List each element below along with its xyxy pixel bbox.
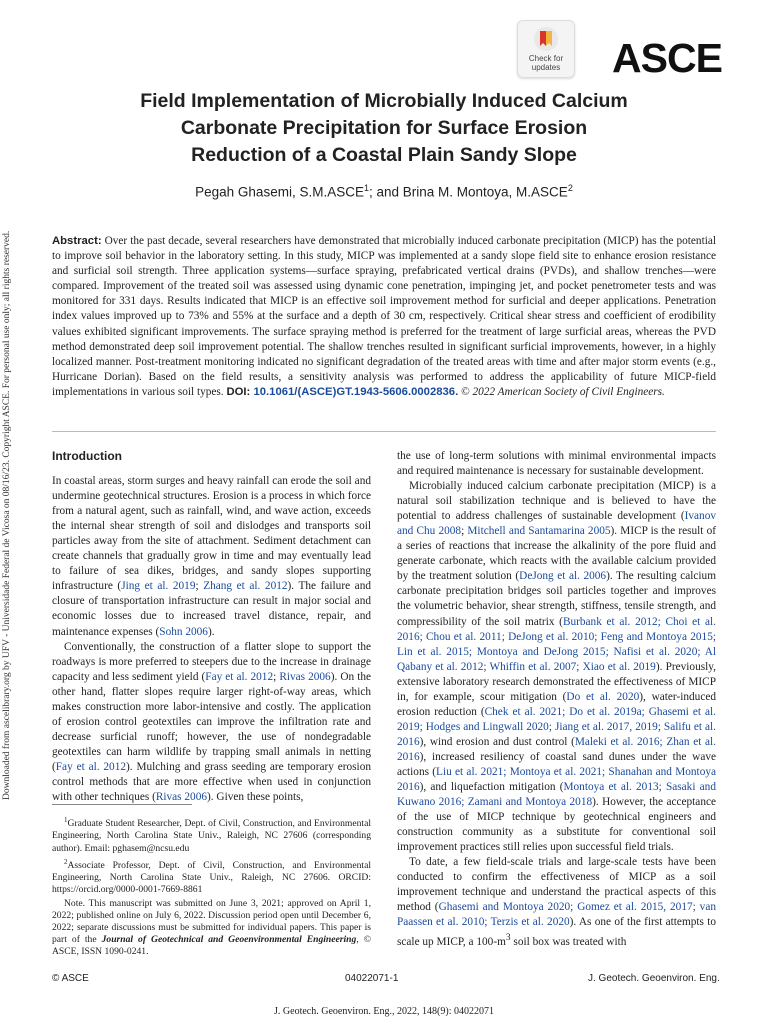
citation-link[interactable]: Zhang et al. 2012 (203, 580, 288, 593)
citation-link[interactable]: Ivanov and Chu 2008 (397, 510, 716, 538)
citation-link[interactable]: Do et al. 2020 (566, 690, 640, 703)
submission-note: Note. This manuscript was submitted on June 3, 2021; approved on April 1, 2022; published online on July 6, 2022. Discussion period open until December 6, 2022; separate discussions must be submitted for individual papers. This paper is part of the Journal of Geotechnical and Geoenvironmental Engineering, © ASCE, ISSN 1090-0241. (52, 897, 371, 958)
asce-logo: ASCE (612, 35, 722, 81)
author-list: Pegah Ghasemi, S.M.ASCE$^1$; and Brina M. Montoya, M.ASCE$^2$ (195, 183, 573, 200)
download-side-note (2, 200, 18, 800)
right-paragraph-2: To date, a few field-scale trials and large-scale tests have been conducted to confirm the effectiveness of MICP as a soil improvement technique and understand the practical aspects of this method (Ghasemi and Montoya 2020; Gomez et al. 2015, 2017; van Paassen et al. 2010; Terzis et al. 2020). As one of the first attempts to scale up MICP, a $100-m^3$ soil box was treated with (397, 856, 716, 948)
abstract-copyright: © 2022 American Society of Civil Engineers. (458, 385, 665, 398)
citation-link[interactable]: Sohn 2006 (159, 625, 208, 638)
page-citation: J. Geotech. Geoenviron. Eng., 2022, 148(9): 04022071 (274, 1006, 494, 1017)
citation-link[interactable]: Ghasemi and Montoya 2020; Gomez et al. 2015, 2017; van Paassen et al. 2010; Terzis et al. 2020 (397, 901, 716, 929)
badge-label: Check for updates (528, 54, 564, 72)
citation-link[interactable]: Fay et al. 2012 (205, 670, 274, 683)
citation-link[interactable]: Mitchell and Santamarina 2005 (467, 525, 611, 538)
right-paragraph-0: the use of long-term solutions with minimal environmental impacts and required maintenance is necessary for sustainable development. (397, 450, 716, 478)
citation-link[interactable]: Maleki et al. 2016; Zhan et al. 2016 (397, 735, 716, 763)
abstract-block (52, 234, 716, 400)
citation-link[interactable]: DeJong et al. 2006 (519, 570, 607, 583)
footnotes-block (52, 814, 371, 960)
intro-paragraph-1: In coastal areas, storm surges and heavy rainfall can erode the soil and undermine geotechnical structures. Erosion is a process in which force from a natural agent, such as rainfall, wind, and wave action, exceeds the internal shear strength of soil and dislodges and transports soil particles away from the site of attachment. Sediment detachment can create channels that gradually grow in time and may eventually lead to failure of sea dikes, bridges, and sandy slopes supporting infrastructure (Jing et al. 2019; Zhang et al. 2012). The failure and closure of transportation infrastructure can result in major social and economic losses due to increased travel distance, repair, and maintenance expenses (Sohn 2006). (52, 475, 371, 638)
side-note-text: Downloaded from ascelibrary.org by UFV - Universidade Federal de Vicosa on 08/16/23. Copyright ASCE. For personal use only; all rights reserved. (2, 230, 12, 800)
citation-link[interactable]: Rivas 2006 (279, 670, 331, 683)
footer-page-id: 04022071-1 (345, 973, 399, 984)
intro-paragraph-2: Conventionally, the construction of a flatter slope to support the roadways is more preferred to steepers due to the increase in drainage capacity and less sediment yield (Fay et al. 2012; Rivas 2006). On the other hand, flatter slopes require larger right-of-way areas, which makes construction more labor-intensive and costly. The application of erosion control geotextiles can improve the infiltration rate and decrease surficial runoff; however, the use of nondegradable geotextiles can harm wildlife by trapping small animals in netting (Fay et al. 2012). Mulching and grass seeding are temporary erosion control methods that are more effective when used in conjunction with other techniques (Rivas 2006). Given these points, (52, 640, 371, 804)
citation-link[interactable]: Rivas 2006 (155, 791, 207, 804)
footer-copyright: © ASCE (52, 973, 89, 984)
citation-link[interactable]: Jing et al. 2019 (121, 580, 196, 593)
abstract-divider (52, 431, 716, 432)
section-heading-introduction: Introduction (52, 449, 122, 463)
journal-name: Journal of Geotechnical and Geoenvironmental Engineering (101, 934, 357, 946)
left-column (52, 449, 371, 805)
citation-link[interactable]: Montoya et al. 2013; Sasaki and Kuwano 2016; Zamani and Montoya 2018 (397, 781, 716, 809)
citation-link[interactable]: Chek et al. 2021; Do et al. 2019a; Ghasemi et al. 2019; Hodges and Lingwall 2020; Jiang et al. 2017, 2019; Salifu et al. 2016 (397, 705, 717, 748)
footer-journal: J. Geotech. Geoenviron. Eng. (588, 973, 720, 984)
citation-link[interactable]: Burbank et al. 2012; Choi et al. 2016; Chou et al. 2011; DeJong et al. 2010; Feng and Montoya 2015; Lin et al. 2015; Montoya and DeJong 2015; Nafisi et al. 2020; Al Qabany et al. 2012; Whiffin et al. 2007; Xiao et al. 2019 (397, 615, 716, 673)
right-column (397, 449, 716, 949)
abstract-label: Abstract: (52, 235, 102, 247)
check-for-updates-button[interactable] (517, 20, 575, 78)
footnote-divider (52, 804, 192, 805)
bookmark-ribbon-icon (533, 26, 559, 52)
citation-link[interactable]: Liu et al. 2021; Montoya et al. 2021; Shanahan and Montoya 2016 (397, 765, 717, 794)
right-paragraph-1: Microbially induced calcium carbonate precipitation (MICP) is a natural soil stabilization technique and is believed to have the potential to address challenges of sustainable development (Ivanov and Chu 2008; Mitchell and Santamarina 2005). MICP is the result of a series of reactions that increase the alkalinity of the pore fluid and generate carbonate, which reacts with the available calcium provided by the treatment solution (DeJong et al. 2006). The resulting calcium carbonate precipitation bridges soil particles together and improves the volumetric behavior, shear strength, stiffness, tensile strength, and compressibility of the soil matrix (Burbank et al. 2012; Choi et al. 2016; Chou et al. 2011; DeJong et al. 2010; Feng and Montoya 2015; Lin et al. 2015; Montoya and DeJong 2015; Nafisi et al. 2020; Al Qabany et al. 2012; Whiffin et al. 2007; Xiao et al. 2019). Previously, extensive laboratory research demonstrated the effectiveness of MICP in, for example, scour mitigation (Do et al. 2020), water-induced erosion reduction (Chek et al. 2021; Do et al. 2019a; Ghasemi et al. 2019; Hodges and Lingwall 2020; Jiang et al. 2017, 2019; Salifu et al. 2016), wind erosion and dust control (Maleki et al. 2016; Zhan et al. 2016), increased resiliency of coastal sand dunes under the wave actions (Liu et al. 2021; Montoya et al. 2021; Shanahan and Montoya 2016), and liquefaction mitigation (Montoya et al. 2013; Sasaki and Kuwano 2016; Zamani and Montoya 2018). However, the acceptance of the use of MICP technique by geotechnical engineers and construction community as a substitute for conventional soil improvement practices still relies upon successful field trials. (397, 480, 717, 854)
doi-label: DOI: (226, 385, 254, 398)
footnote-2: $^2$Associate Professor, Dept. of Civil, Construction, and Environmental Engineering, North Carolina State Univ., Raleigh, NC 27606. ORCID: https://orcid.org/0000-0001-7669-8861 (52, 857, 371, 896)
doi-link[interactable]: 10.1061/(ASCE)GT.1943-5606.0002836. (253, 385, 459, 398)
abstract-text: Over the past decade, several researchers have demonstrated that microbially induced carbonate precipitation (MICP) has the potential to improve soil behavior in the laboratory setting. In this study, MICP was implemented at a sandy slope field site to enhance erosion resistance and surficial soil strength. Three application systems—surface spraying, prefabricated vertical drains (PVDs), and shallow trenches—were compared. Improvement of the treated soil was assessed using dynamic cone penetration, impinging jet, and pocket penetrometer tests and was monitored for 331 days. Results indicated that MICP is an effective soil improvement method for surficial and deeper applications. Penetration index values improved up to 73% and 55% at the surface and a depth of 30 cm, respectively. Critical shear stress and coefficient of erodibility values exhibited significant improvements. The surface spraying method is preferred for the treatment of large surficial areas, whereas the PVD method demonstrated deep soil improvement potential. The shallow trenches resulted in significant surficial improvements, however, in a highly localized manner. Post-treatment monitoring indicated no significant degradation of the treated areas with time and after major storm events (e.g., Hurricane Dorian). Based on the field results, a sensitivity analysis was performed to address the applicability of future MICP-field implementations in various soil types. (52, 235, 716, 398)
footnote-1: $^1$Graduate Student Researcher, Dept. of Civil, Construction, and Environmental Engineering, North Carolina State Univ., Raleigh, NC 27606 (corresponding author). Email: pghasem@ncsu.edu (52, 816, 371, 854)
citation-link[interactable]: Fay et al. 2012 (55, 760, 126, 773)
paper-title: Field Implementation of Microbially Induced Calcium Carbonate Precipitation for Surface Erosion Reduction of a Coastal Plain Sandy Slope (140, 90, 628, 166)
